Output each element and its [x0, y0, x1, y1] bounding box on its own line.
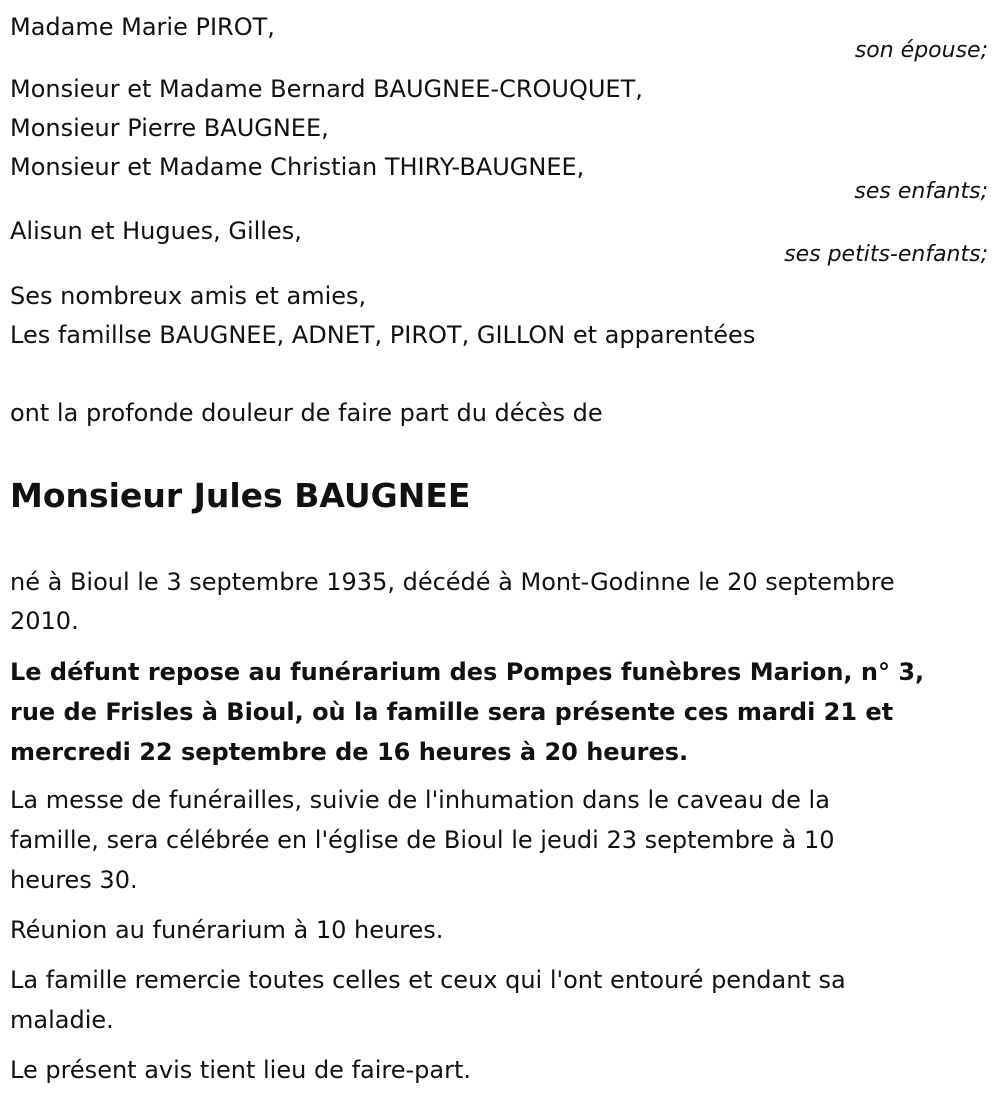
others-line: Ses nombreux amis et amies,	[10, 282, 367, 310]
funeral-line: heures 30.	[10, 866, 138, 894]
others-line: Les famillse BAUGNEE, ADNET, PIROT, GILLON et apparentées	[10, 321, 756, 349]
child-line: Monsieur et Madame Bernard BAUGNEE-CROUQUET,	[10, 75, 643, 103]
visitation-line: rue de Frisles à Bioul, où la famille sera présente ces mardi 21 et	[10, 698, 894, 726]
children-role: ses enfants;	[854, 179, 988, 204]
announcement: ont la profonde douleur de faire part du décès de	[10, 399, 603, 427]
visitation-line: Le défunt repose au funérarium des Pompes funèbres Marion, n° 3,	[10, 658, 925, 686]
child-line: Monsieur et Madame Christian THIRY-BAUGNEE,	[10, 153, 585, 181]
funeral-line: La messe de funérailles, suivie de l'inhumation dans le caveau de la	[10, 786, 830, 814]
birth-death-line: 2010.	[10, 607, 79, 635]
visitation-line: mercredi 22 septembre de 16 heures à 20 heures.	[10, 738, 689, 766]
deceased-name: Monsieur Jules BAUGNEE	[10, 476, 471, 515]
child-line: Monsieur Pierre BAUGNEE,	[10, 114, 329, 142]
thanks-line: La famille remercie toutes celles et ceux qui l'ont entouré pendant sa	[10, 966, 846, 994]
funeral-line: famille, sera célébrée en l'église de Bioul le jeudi 23 septembre à 10	[10, 826, 835, 854]
spouse-role: son épouse;	[854, 38, 988, 63]
thanks-line: maladie.	[10, 1006, 114, 1034]
birth-death-line: né à Bioul le 3 septembre 1935, décédé à Mont-Godinne le 20 septembre	[10, 568, 895, 596]
grandchildren-role: ses petits-enfants;	[784, 242, 988, 267]
spouse-name: Madame Marie PIROT,	[10, 13, 275, 41]
grandchildren-line: Alisun et Hugues, Gilles,	[10, 217, 302, 245]
meeting-line: Réunion au funérarium à 10 heures.	[10, 916, 444, 944]
notice-line: Le présent avis tient lieu de faire-part.	[10, 1056, 472, 1084]
